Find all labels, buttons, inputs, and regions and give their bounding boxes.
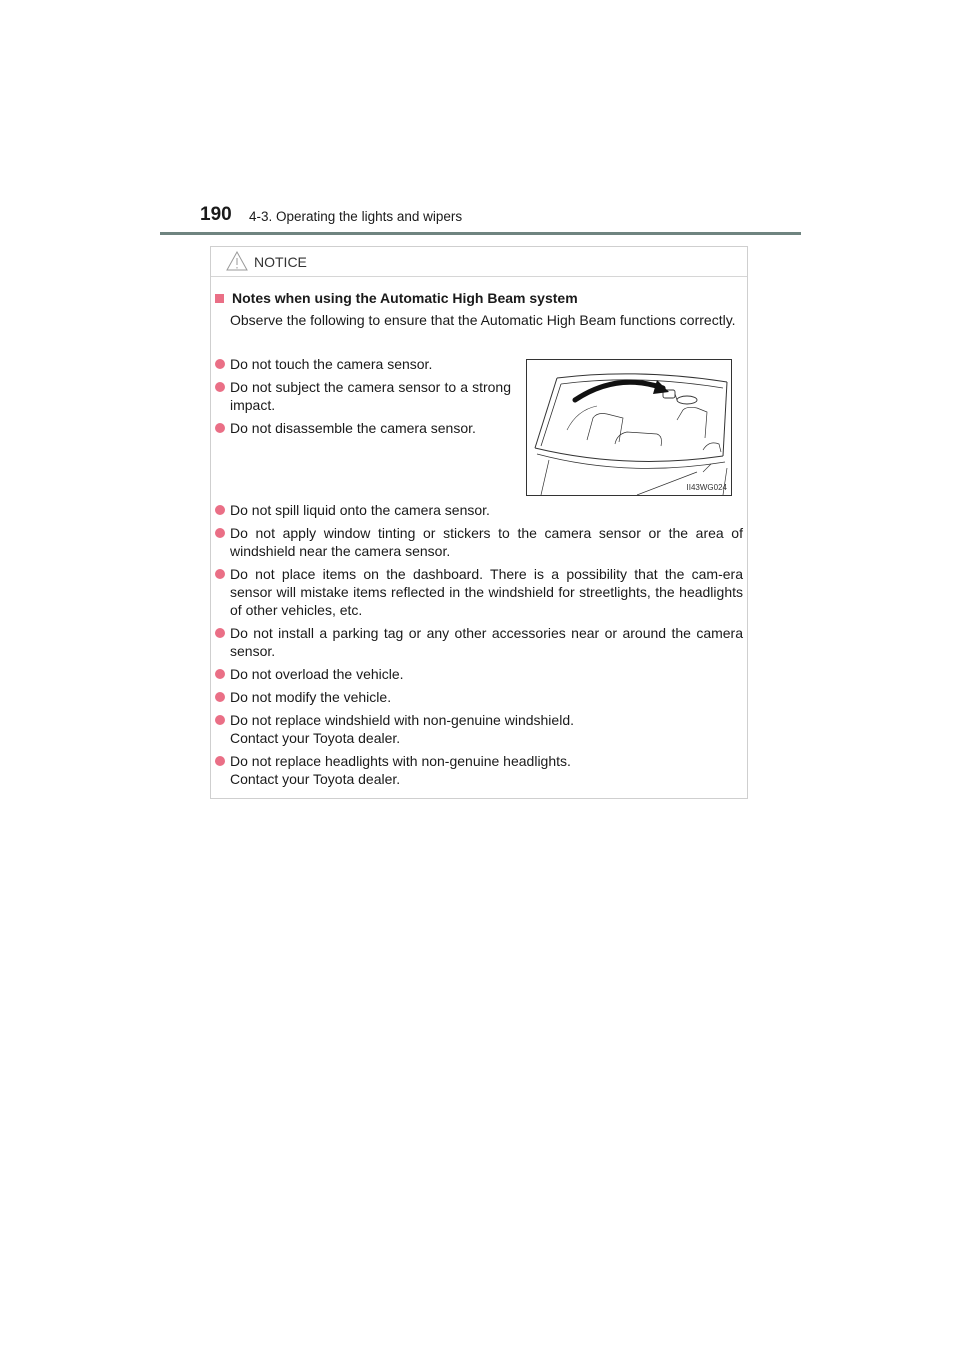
notice-label: NOTICE <box>254 254 307 270</box>
list-item <box>215 688 743 706</box>
notice-header <box>211 247 747 277</box>
circle-bullet-icon <box>215 528 225 538</box>
header-rule <box>160 232 801 235</box>
list-item <box>215 355 511 373</box>
list-item <box>215 419 511 437</box>
list-item-text: Do not overload the vehicle. <box>230 666 404 682</box>
notice-intro: Observe the following to ensure that the Automatic High Beam functions correctly. <box>230 312 736 328</box>
notice-heading <box>215 290 578 306</box>
list-item <box>215 524 743 560</box>
circle-bullet-icon <box>215 359 225 369</box>
list-item <box>215 624 743 660</box>
list-item <box>215 378 511 414</box>
list-item <box>215 752 743 788</box>
circle-bullet-icon <box>215 569 225 579</box>
circle-bullet-icon <box>215 505 225 515</box>
section-title: 4-3. Operating the lights and wipers <box>249 209 463 224</box>
top-bullet-list <box>215 355 511 442</box>
list-item-text: Do not install a parking tag or any other accessories near or around the camera sensor. <box>230 625 743 659</box>
circle-bullet-icon <box>215 756 225 766</box>
list-item-text: Do not apply window tinting or stickers to the camera sensor or the area of windshield near the camera sensor. <box>230 525 743 559</box>
list-item-note: Contact your Toyota dealer. <box>230 730 401 746</box>
list-item-text: Do not disassemble the camera sensor. <box>230 420 476 436</box>
list-item-text: Do not replace headlights with non-genuine headlights. <box>230 753 571 769</box>
list-item-text: Do not touch the camera sensor. <box>230 356 433 372</box>
circle-bullet-icon <box>215 669 225 679</box>
circle-bullet-icon <box>215 628 225 638</box>
list-item-note: Contact your Toyota dealer. <box>230 771 401 787</box>
bottom-bullet-list <box>215 501 743 793</box>
list-item-text: Do not spill liquid onto the camera sensor. <box>230 502 490 518</box>
list-item-text: Do not place items on the dashboard. There is a possibility that the cam-era sensor will mistake items reflected in the windshield for streetlights, the headlights of other vehicles, etc. <box>230 566 743 618</box>
circle-bullet-icon <box>215 715 225 725</box>
notice-box <box>210 246 748 799</box>
list-item <box>215 711 743 747</box>
warning-triangle-icon <box>226 251 248 271</box>
circle-bullet-icon <box>215 423 225 433</box>
illustration-code: II43WG024 <box>686 483 727 492</box>
list-item <box>215 565 743 619</box>
notice-heading-text: Notes when using the Automatic High Beam system <box>232 290 578 306</box>
circle-bullet-icon <box>215 382 225 392</box>
list-item-text: Do not replace windshield with non-genuine windshield. <box>230 712 574 728</box>
list-item <box>215 501 743 519</box>
circle-bullet-icon <box>215 692 225 702</box>
page-number: 190 <box>200 204 232 225</box>
list-item <box>215 665 743 683</box>
list-item-text: Do not modify the vehicle. <box>230 689 392 705</box>
camera-sensor-illustration <box>526 359 732 496</box>
square-bullet-icon <box>215 294 224 303</box>
list-item-text: Do not subject the camera sensor to a strong impact. <box>230 379 511 413</box>
windshield-drawing <box>527 360 731 495</box>
